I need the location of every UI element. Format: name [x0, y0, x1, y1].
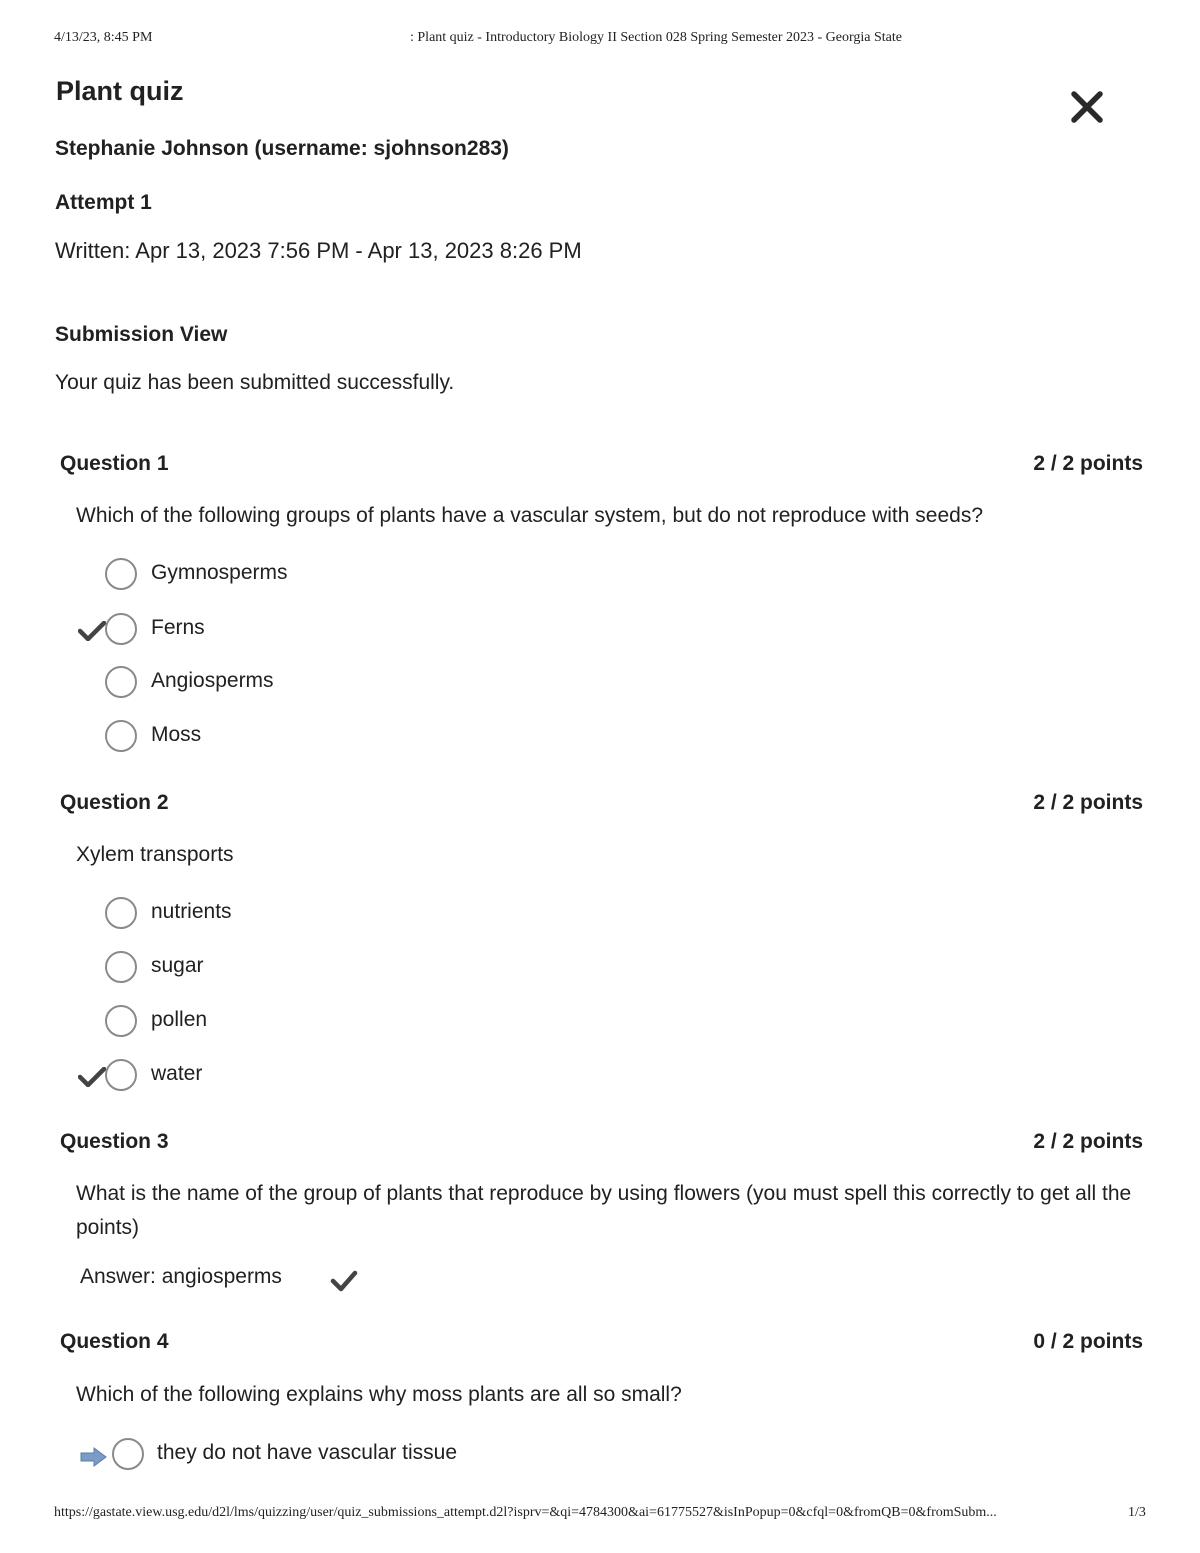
- answer-value: angiosperms: [161, 1265, 282, 1288]
- submission-view-heading: Submission View: [55, 323, 228, 346]
- print-datetime: 4/13/23, 8:45 PM: [54, 30, 153, 45]
- option-label: water: [151, 1062, 203, 1085]
- radio-button[interactable]: [105, 951, 137, 983]
- answer-option: [80, 1436, 680, 1476]
- option-label: Angiosperms: [151, 669, 274, 692]
- question-points: 2 / 2 points: [1033, 791, 1143, 814]
- answer-option: [76, 611, 676, 651]
- checkmark-icon: [78, 621, 106, 641]
- radio-button[interactable]: [105, 897, 137, 929]
- question-title: Question 1: [60, 452, 169, 475]
- option-label: Gymnosperms: [151, 561, 288, 584]
- attempt-heading: Attempt 1: [55, 191, 152, 214]
- question-points: 0 / 2 points: [1033, 1330, 1143, 1353]
- option-label: nutrients: [151, 900, 232, 923]
- submission-message: Your quiz has been submitted successfully.: [55, 371, 455, 394]
- answer-option: [76, 1003, 676, 1043]
- radio-button[interactable]: [112, 1438, 144, 1470]
- answer-option: [76, 895, 676, 935]
- question-text: What is the name of the group of plants that reproduce by using flowers (you must spell this correctly to get all the points): [76, 1182, 1132, 1239]
- arrow-right-icon: [80, 1447, 108, 1467]
- print-document-title: : Plant quiz - Introductory Biology II Section 028 Spring Semester 2023 - Georgia State: [410, 30, 902, 45]
- radio-button[interactable]: [105, 1005, 137, 1037]
- option-label: they do not have vascular tissue: [157, 1441, 458, 1464]
- quiz-title: Plant quiz: [56, 76, 184, 106]
- page-number: 1/3: [1128, 1505, 1146, 1520]
- option-label: Moss: [151, 723, 202, 746]
- radio-button[interactable]: [105, 558, 137, 590]
- close-button[interactable]: [1066, 88, 1106, 128]
- question-text: Xylem transports: [76, 843, 234, 866]
- option-label: sugar: [151, 954, 204, 977]
- checkmark-icon: [78, 1067, 106, 1087]
- question-title: Question 3: [60, 1130, 169, 1153]
- radio-button[interactable]: [105, 1059, 137, 1091]
- question-points: 2 / 2 points: [1033, 1130, 1143, 1153]
- radio-button[interactable]: [105, 720, 137, 752]
- answer-option: [76, 664, 676, 704]
- radio-button[interactable]: [105, 613, 137, 645]
- question-title: Question 4: [60, 1330, 169, 1353]
- radio-button[interactable]: [105, 666, 137, 698]
- question-title: Question 2: [60, 791, 169, 814]
- answer-option: [76, 556, 676, 596]
- question-text: Which of the following groups of plants have a vascular system, but do not reproduce with seeds?: [76, 504, 983, 527]
- print-url: https://gastate.view.usg.edu/d2l/lms/quizzing/user/quiz_submissions_attempt.d2l?isprv=&qi=4784300&ai=61775527&isInPopup=0&cfql=0&fromQB=0&fromSubm...: [54, 1505, 997, 1520]
- close-icon[interactable]: [1066, 88, 1106, 128]
- option-label: pollen: [151, 1008, 208, 1031]
- answer-option: [76, 718, 676, 758]
- answer-option: [76, 949, 676, 989]
- answer-label: Answer:: [80, 1265, 156, 1288]
- print-header: [0, 30, 1200, 50]
- question-text: Which of the following explains why moss plants are all so small?: [76, 1383, 682, 1406]
- written-timespan: Written: Apr 13, 2023 7:56 PM - Apr 13, 2023 8:26 PM: [55, 238, 582, 263]
- user-info: Stephanie Johnson (username: sjohnson283): [55, 137, 509, 160]
- answer-option: [76, 1057, 676, 1097]
- checkmark-icon: [330, 1270, 358, 1292]
- option-label: Ferns: [151, 616, 205, 639]
- question-points: 2 / 2 points: [1033, 452, 1143, 475]
- print-footer: [0, 1505, 1200, 1525]
- answer-line: [80, 1265, 282, 1289]
